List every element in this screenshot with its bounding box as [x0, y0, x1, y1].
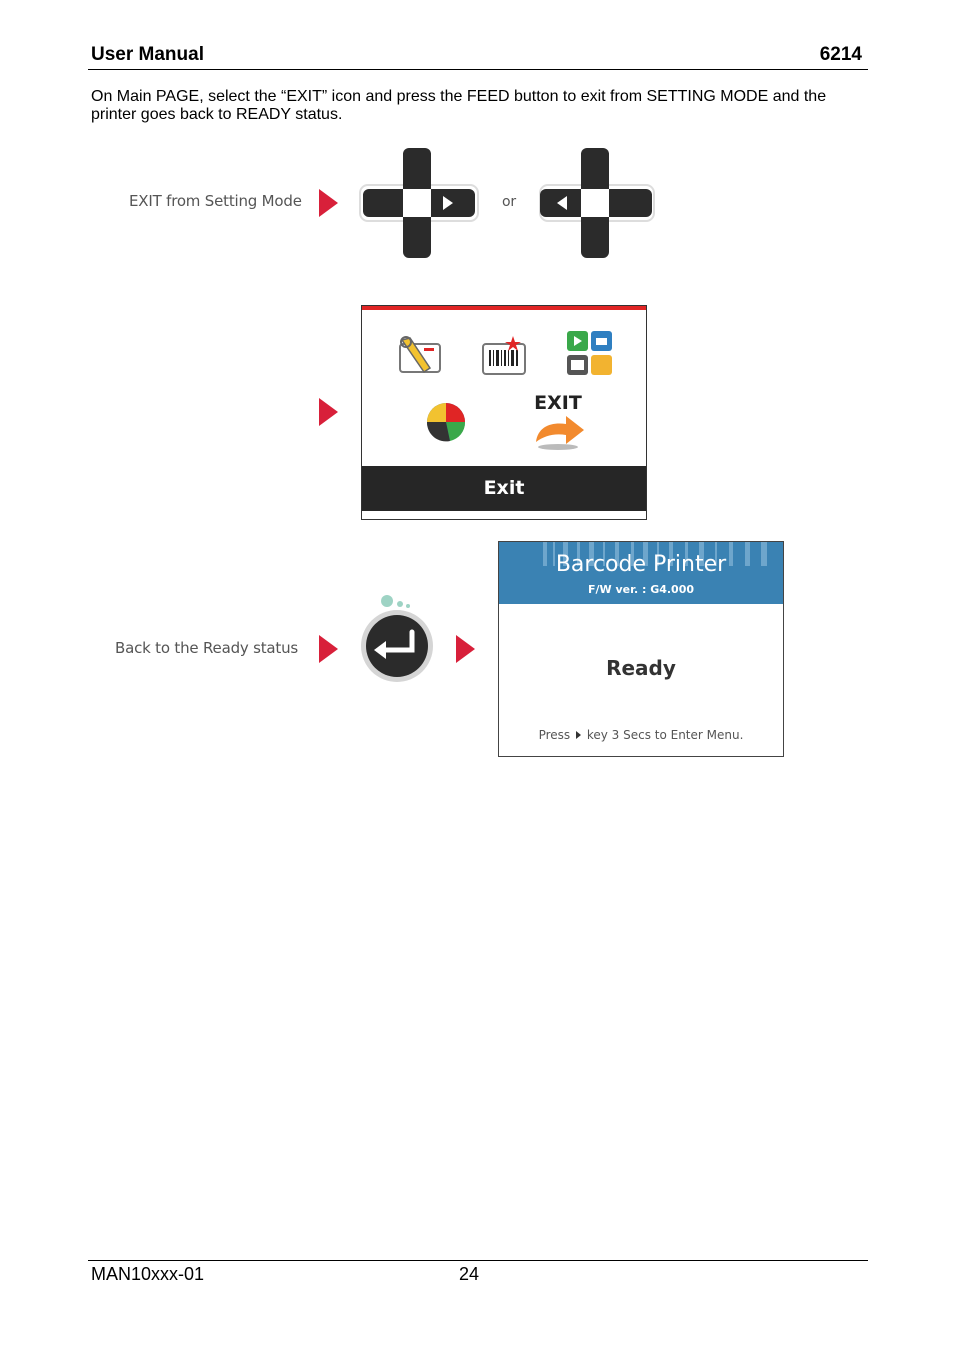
- exit-arrow-icon: [532, 412, 588, 452]
- right-key-icon: [443, 196, 453, 210]
- footer-rule: [88, 1260, 868, 1261]
- footer-doc-id: MAN10xxx-01: [91, 1264, 205, 1284]
- printer-title: Barcode Printer: [555, 552, 727, 577]
- pie-chart-icon: [424, 398, 474, 444]
- header-rule: [88, 69, 868, 70]
- arrow-right-icon: [456, 635, 475, 663]
- footer-page-number: 24: [459, 1264, 480, 1284]
- system-settings-icon: [566, 330, 614, 378]
- arrow-right-icon: [319, 398, 338, 426]
- keypad-right-key: [361, 148, 477, 258]
- or-text: or: [502, 194, 516, 210]
- ready-status: Ready: [606, 656, 676, 680]
- menu-selection-bar: Exit: [362, 466, 646, 511]
- menu-hint: [499, 728, 783, 742]
- title-band: [499, 542, 783, 604]
- ready-screen: [498, 541, 784, 757]
- hint-press: Press: [538, 728, 571, 742]
- feed-button-icon: [356, 590, 438, 686]
- barcode-icon: [480, 334, 530, 378]
- exit-icon-text: EXIT: [534, 392, 582, 414]
- keypad-left-key: [539, 148, 655, 258]
- arrow-right-icon: [319, 189, 338, 217]
- step-exit-label: EXIT from Setting Mode: [129, 192, 302, 210]
- intro-paragraph: On Main PAGE, select the “EXIT” icon and press the FEED button to exit from SETTING MODE and the printer goes back to READY status.: [91, 88, 827, 123]
- menu-screen: [361, 305, 647, 520]
- hint-instruction: key 3 Secs to Enter Menu.: [586, 728, 744, 742]
- firmware-version: F/W ver. : G4.000: [587, 583, 695, 596]
- step-ready-label: Back to the Ready status: [115, 639, 299, 657]
- arrow-right-icon: [319, 635, 338, 663]
- play-key-icon: [576, 731, 581, 739]
- wrench-icon: [396, 334, 446, 378]
- header-title: User Manual: [91, 44, 204, 65]
- left-key-icon: [557, 196, 567, 210]
- header-model: 6214: [819, 44, 862, 65]
